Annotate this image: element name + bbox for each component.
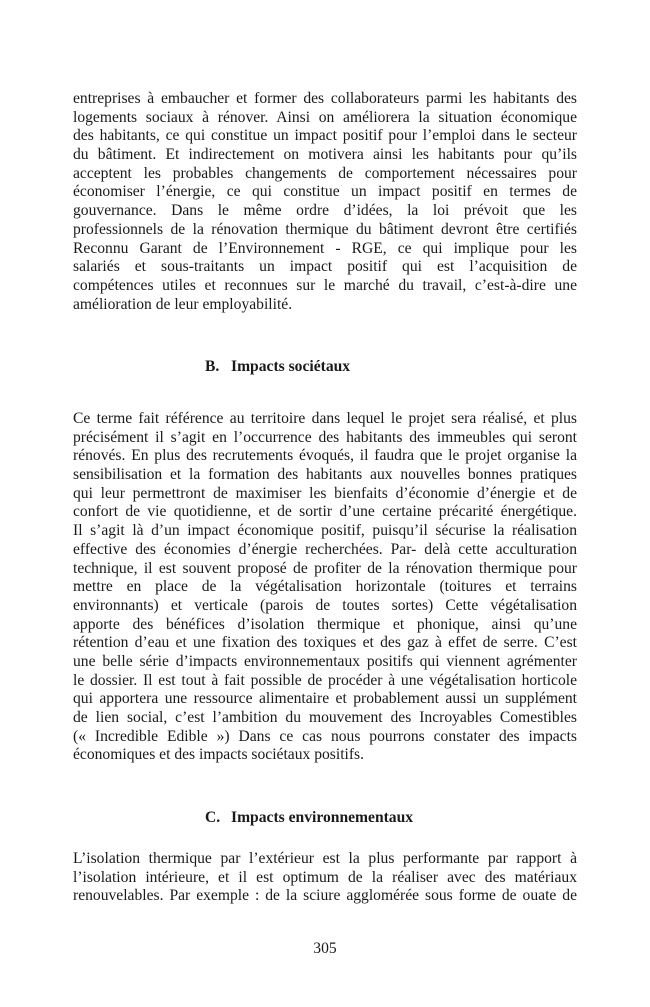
text-line: de lien social, c’est l’ambition du mouvement des Incroyables Comestibles <box>73 709 577 726</box>
text-line: amélioration de leur employabilité. <box>73 295 293 313</box>
text-line: économiques et des impacts sociétaux positifs. <box>73 746 365 764</box>
section-heading-societal-impacts <box>205 358 350 376</box>
text-line: gouvernance. Dans le même ordre d’idées, la loi prévoit que les <box>73 202 577 220</box>
section-letter: C. <box>205 809 221 826</box>
text-line: confort de vie quotidienne, et de sortir d’une certaine précarité énergétique. <box>73 503 577 521</box>
section-letter: B. <box>205 358 220 375</box>
text-line: acceptent les probables changements de comportement nécessaires pour <box>73 164 577 182</box>
section-heading-environmental-impacts <box>205 809 413 827</box>
text-line: sensibilisation et la formation des habitants aux nouvelles bonnes pratiques <box>73 466 577 484</box>
text-line: rétention d’eau et une fixation des toxiques et des gaz à effet de serre. C’est <box>73 634 577 652</box>
text-line: compétences utiles et reconnues sur le marché du travail, c’est-à-dire une <box>73 276 577 294</box>
text-line: l’isolation intérieure, et il est optimum de la réaliser avec des matériaux <box>73 868 577 886</box>
section-title: Impacts sociétaux <box>231 358 351 375</box>
text-line: du bâtiment. Et indirectement on motivera ainsi les habitants pour qu’ils <box>73 146 577 164</box>
text-line: effective des économies d’énergie recherchées. Par- delà cette acculturation <box>73 540 577 558</box>
paragraph-societal-impacts <box>73 410 577 765</box>
text-line: qui apportera une ressource alimentaire et probablement aussi un supplément <box>73 690 577 708</box>
text-line: apporte des bénéfices d’isolation thermique et phonique, ainsi qu’une <box>73 615 577 633</box>
text-line: technique, il est souvent proposé de profiter de la rénovation thermique pour <box>73 559 577 577</box>
text-line: Reconnu Garant de l’Environnement - RGE, ce qui implique pour les <box>73 239 577 257</box>
text-line: salariés et sous-traitants un impact positif qui est l’acquisition de <box>73 258 577 276</box>
text-line: des habitants, ce qui constitue un impact positif pour l’emploi dans le secteur <box>73 127 577 145</box>
text-line: précisément il s’agit en l’occurrence des habitants des immeubles qui seront <box>73 428 577 446</box>
text-line: Ce terme fait référence au territoire dans lequel le projet sera réalisé, et plus <box>73 410 577 427</box>
text-line: le dossier. Il est tout à fait possible de procéder à une végétalisation horticole <box>73 671 577 689</box>
text-line: qui leur permettront de maximiser les bienfaits d’économie d’énergie et de <box>73 484 577 502</box>
text-line: une belle série d’impacts environnementaux positifs qui viennent agrémenter <box>73 652 577 670</box>
text-line: environnants) et verticale (parois de toutes sortes) Cette végétalisation <box>73 596 577 614</box>
paragraph-employment-impacts <box>73 90 577 314</box>
page-number: 305 <box>313 940 337 957</box>
text-line: Il s’agit là d’un impact économique positif, puisqu’il sécurise la réalisation <box>73 522 577 540</box>
text-line: renouvelables. Par exemple : de la sciure agglomérée sous forme de ouate de <box>73 887 577 905</box>
text-line: professionnels de la rénovation thermique du bâtiment devront être certifiés <box>73 220 577 238</box>
text-line: mettre en place de la végétalisation horizontale (toitures et terrains <box>73 578 577 596</box>
section-title: Impacts environnementaux <box>231 809 414 826</box>
text-line: rénovés. En plus des recrutements évoqués, il faudra que le projet organise la <box>73 447 577 465</box>
paragraph-environmental-impacts <box>73 850 577 906</box>
text-line: entreprises à embaucher et former des collaborateurs parmi les habitants des <box>73 90 577 107</box>
text-line: L’isolation thermique par l’extérieur est la plus performante par rapport à <box>73 850 577 867</box>
text-line: économiser l’énergie, ce qui constitue un impact positif en termes de <box>73 183 577 201</box>
text-line: logements sociaux à rénover. Ainsi on améliorera la situation économique <box>73 108 577 126</box>
text-line: (« Incredible Edible ») Dans ce cas nous pourrons constater des impacts <box>73 727 577 745</box>
